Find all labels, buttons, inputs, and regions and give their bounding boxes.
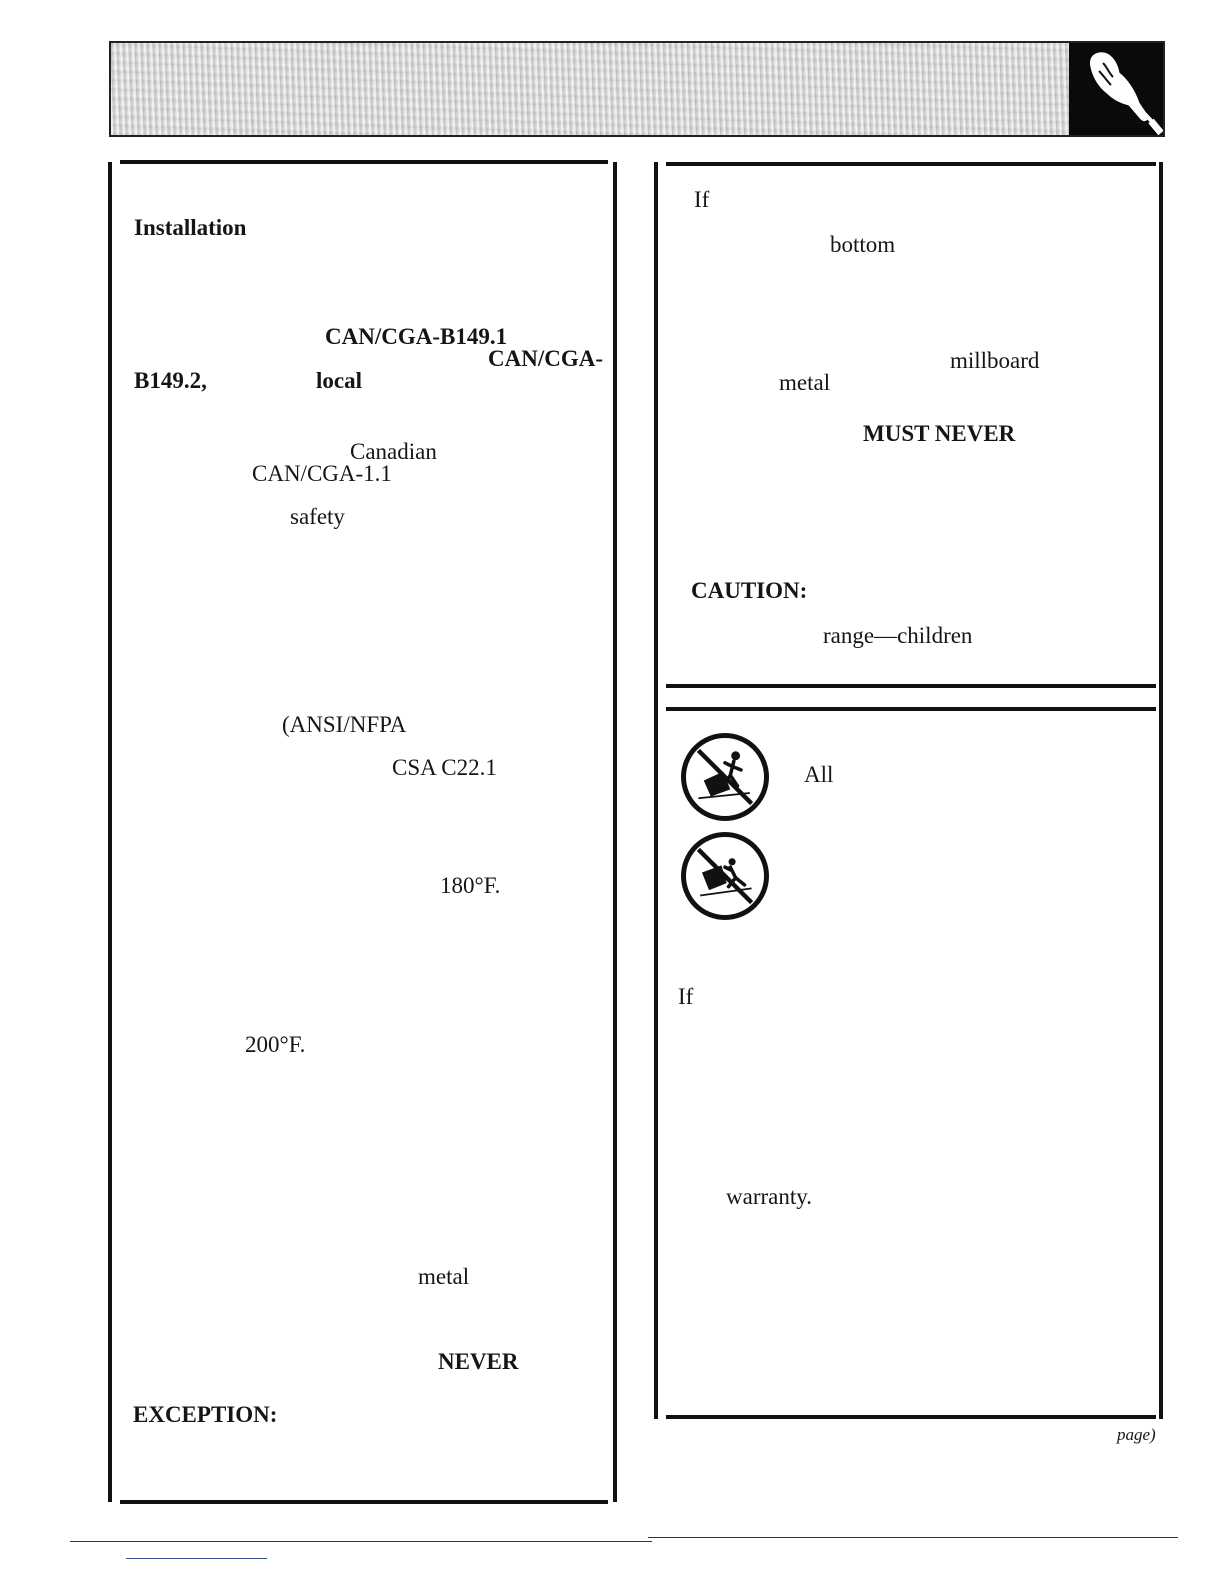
header-banner (109, 41, 1165, 137)
safety-text: safety (290, 504, 345, 529)
right-top-panel-border-bottom (666, 684, 1156, 688)
temperature-200f: 200°F. (245, 1032, 306, 1057)
header-icon-block (1069, 43, 1163, 135)
code-can-cga: CAN/CGA- (488, 346, 603, 371)
warranty-text: warranty. (726, 1184, 812, 1209)
hand-with-screwdriver-icon (1069, 43, 1163, 137)
caution-text: CAUTION: (691, 578, 808, 603)
all-text: All (804, 762, 834, 787)
footer-link-underline[interactable] (126, 1558, 267, 1559)
no-standing-on-door-icon (681, 733, 769, 821)
must-never-text: MUST NEVER (863, 421, 1016, 446)
left-panel-border-right (613, 162, 617, 1502)
left-panel-border-left (108, 162, 112, 1502)
never-text: NEVER (438, 1349, 519, 1374)
installation-heading: Installation (134, 215, 247, 240)
canadian-text: Canadian (350, 439, 437, 464)
metal-text: metal (418, 1264, 470, 1289)
code-can-cga-1-1: CAN/CGA-1.1 (252, 461, 392, 486)
if-text-bottom: If (678, 984, 694, 1009)
header-texture (111, 43, 1163, 135)
metal-text-right: metal (779, 370, 831, 395)
left-panel-border-bottom (120, 1500, 608, 1504)
right-bottom-panel-border-top (666, 707, 1156, 711)
csa-c22-1-text: CSA C22.1 (392, 755, 497, 780)
range-children-text: range—children (823, 623, 973, 648)
right-bottom-panel-border-bottom (666, 1415, 1156, 1419)
ansi-nfpa-text: (ANSI/NFPA (282, 712, 407, 737)
footer-rule-left (70, 1541, 652, 1542)
local-text: local (316, 368, 362, 393)
millboard-text: millboard (950, 348, 1040, 373)
footer-rule-right (648, 1537, 1178, 1538)
left-panel-border-top (120, 160, 608, 164)
right-top-panel-border-top (666, 162, 1156, 166)
if-text-top: If (694, 187, 710, 212)
code-b149-2: B149.2, (134, 368, 207, 393)
right-panel-border-left (654, 162, 658, 1419)
temperature-180f: 180°F. (440, 873, 501, 898)
continued-page-note: page) (1117, 1425, 1156, 1444)
exception-text: EXCEPTION: (133, 1402, 278, 1427)
bottom-text: bottom (830, 232, 896, 257)
code-can-cga-b149-1: CAN/CGA-B149.1 (325, 324, 508, 349)
right-panel-border-right (1159, 162, 1163, 1419)
no-climbing-icon (681, 832, 769, 920)
